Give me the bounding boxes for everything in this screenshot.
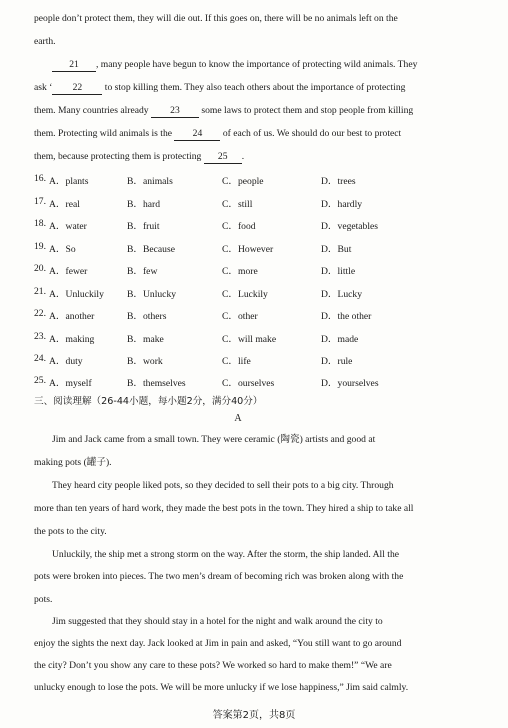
option-b: B．animals xyxy=(127,176,173,187)
option-a: A．myself xyxy=(49,378,92,389)
option-c: C．life xyxy=(222,356,251,367)
option-a: A．fewer xyxy=(49,266,88,277)
question-row-16 xyxy=(34,173,484,185)
reading-line: making pots (罐子). xyxy=(34,457,112,468)
question-number: 25. xyxy=(34,375,46,386)
passage-text: of each of us. We should do our best to protect xyxy=(222,128,402,139)
reading-line: the city? Don’t you show any care to these pots? We worked so hard to make them!” “We are xyxy=(34,660,392,671)
option-d: D．yourselves xyxy=(321,378,379,389)
question-row-19 xyxy=(34,241,484,253)
option-d: D．made xyxy=(321,334,359,345)
reading-line: Jim and Jack came from a small town. They were ceramic (陶瓷) artists and good at xyxy=(52,434,376,445)
question-row-20 xyxy=(34,263,484,275)
passage-label: A xyxy=(234,413,242,424)
reading-line: pots. xyxy=(34,594,53,605)
option-b: B．Because xyxy=(127,244,175,255)
option-b: B．make xyxy=(127,334,164,345)
question-row-18 xyxy=(34,218,484,230)
option-c: C．Luckily xyxy=(222,289,268,300)
option-a: A．Unluckily xyxy=(49,289,104,300)
question-number: 22. xyxy=(34,308,46,319)
option-d: D．hardly xyxy=(321,199,363,210)
option-a: A．another xyxy=(49,311,95,322)
blank-22: 22 xyxy=(52,82,102,95)
option-b: B．work xyxy=(127,356,163,367)
reading-line: Unluckily, the ship met a strong storm on the way. After the storm, the ship landed. All the xyxy=(52,549,400,560)
question-row-24 xyxy=(34,353,484,365)
passage-line-blank-25 xyxy=(34,151,244,164)
option-b: B．few xyxy=(127,266,158,277)
option-d: D．Lucky xyxy=(321,289,363,300)
option-b: B．themselves xyxy=(127,378,186,389)
option-a: A．So xyxy=(49,244,76,255)
option-b: B．Unlucky xyxy=(127,289,177,300)
option-a: A．duty xyxy=(49,356,83,367)
passage-line-blank-22 xyxy=(34,82,405,95)
blank-23: 23 xyxy=(151,105,199,118)
reading-line: pots were broken into pieces. The two men’s dream of becoming rich was broken along with the xyxy=(34,571,404,582)
option-d: D．But xyxy=(321,244,352,255)
passage-text: them. Many countries already xyxy=(34,105,149,116)
option-a: A．making xyxy=(49,334,95,345)
option-d: D．the other xyxy=(321,311,372,322)
question-number: 24. xyxy=(34,353,46,364)
option-d: D．trees xyxy=(321,176,356,187)
passage-line-blank-21 xyxy=(52,59,417,72)
passage-line: people don’t protect them, they will die out. If this goes on, there will be no animals left on the xyxy=(34,13,398,24)
page-footer: 答案第2页，共8页 xyxy=(212,710,296,721)
question-number: 16. xyxy=(34,173,46,184)
option-c: C．other xyxy=(222,311,258,322)
question-row-21 xyxy=(34,286,484,298)
question-number: 18. xyxy=(34,218,46,229)
option-d: D．vegetables xyxy=(321,221,379,232)
question-row-23 xyxy=(34,331,484,343)
option-c: C．more xyxy=(222,266,258,277)
question-row-17 xyxy=(34,196,484,208)
passage-text: to stop killing them. They also teach others about the importance of protecting xyxy=(104,82,406,93)
reading-line: more than ten years of hard work, they made the best pots in the town. They hired a ship to take all xyxy=(34,503,414,514)
question-number: 17. xyxy=(34,196,46,207)
question-row-22 xyxy=(34,308,484,320)
reading-line: They heard city people liked pots, so they decided to sell their pots to a big city. Through xyxy=(52,480,394,491)
option-c: C．However xyxy=(222,244,274,255)
option-b: B．fruit xyxy=(127,221,160,232)
option-c: C．still xyxy=(222,199,253,210)
question-number: 19. xyxy=(34,241,46,252)
passage-line: earth. xyxy=(34,36,56,47)
passage-line-blank-24 xyxy=(34,128,401,141)
option-c: C．food xyxy=(222,221,256,232)
option-a: A．water xyxy=(49,221,87,232)
passage-text: ask ‘ xyxy=(34,82,53,93)
question-row-25 xyxy=(34,375,484,387)
passage-text: them. Protecting wild animals is the xyxy=(34,128,173,139)
question-number: 23. xyxy=(34,331,46,342)
passage-text: . xyxy=(241,151,245,162)
blank-25: 25 xyxy=(204,151,242,164)
question-number: 20. xyxy=(34,263,46,274)
passage-text: them, because protecting them is protecting xyxy=(34,151,202,162)
blank-21: 21 xyxy=(52,59,96,72)
option-a: A．real xyxy=(49,199,80,210)
question-number: 21. xyxy=(34,286,46,297)
option-c: C．people xyxy=(222,176,264,187)
passage-text: some laws to protect them and stop people from killing xyxy=(201,105,414,116)
option-b: B．others xyxy=(127,311,167,322)
section-heading: 三、阅读理解（26-44小题，每小题2分，满分40分） xyxy=(34,396,263,407)
option-b: B．hard xyxy=(127,199,161,210)
passage-text: , many people have begun to know the importance of protecting wild animals. They xyxy=(96,59,418,70)
option-d: D．rule xyxy=(321,356,353,367)
option-a: A．plants xyxy=(49,176,89,187)
option-d: D．little xyxy=(321,266,356,277)
option-c: C．ourselves xyxy=(222,378,275,389)
reading-line: Jim suggested that they should stay in a hotel for the night and walk around the city to xyxy=(52,616,383,627)
reading-line: unlucky enough to lose the pots. We will be more unlucky if we lose happiness,” Jim said calmly. xyxy=(34,682,409,693)
blank-24: 24 xyxy=(174,128,220,141)
passage-line-blank-23 xyxy=(34,105,413,118)
reading-line: enjoy the sights the next day. Jack looked at Jim in pain and asked, “You still want to go around xyxy=(34,638,402,649)
option-c: C．will make xyxy=(222,334,277,345)
reading-line: the pots to the city. xyxy=(34,526,107,537)
